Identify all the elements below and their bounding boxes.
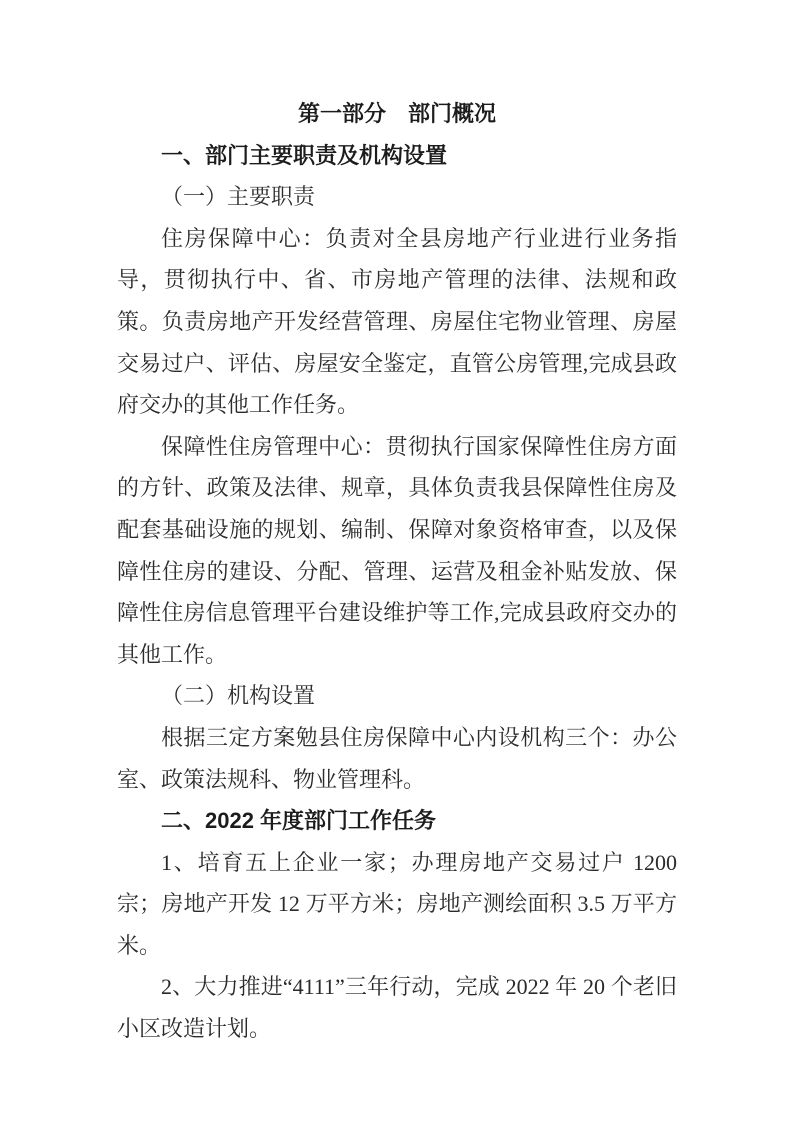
section-heading-2022-tasks: 二、2022 年度部门工作任务: [161, 808, 437, 834]
subsection-heading-organization-setup: （二）机构设置: [161, 683, 316, 709]
subsection-heading-main-duties: （一）主要职责: [161, 184, 316, 210]
document-title: 第一部分 部门概况: [297, 101, 496, 126]
paragraph-internal-organs: 根据三定方案勉县住房保障中心内设机构三个：办公室、政策法规科、物业管理科。: [117, 724, 677, 792]
paragraph-task-2: 2、大力推进“4111”三年行动，完成 2022 年 20 个老旧小区改造计划。: [117, 974, 677, 1042]
paragraph-task-1: 1、培育五上企业一家；办理房地产交易过户 1200 宗；房地产开发 12 万平方米；房地产测绘面积 3.5 万平方米。: [117, 849, 677, 958]
document-content: [117, 93, 677, 1050]
paragraph-affordable-housing-center: 保障性住房管理中心：贯彻执行国家保障性住房方面的方针、政策及法律、规章，具体负责我县保障性住房及配套基础设施的规划、编制、保障对象资格审查，以及保障性住房的建设、分配、管理、运营及租金补贴发放、保障性住房信息管理平台建设维护等工作,完成县政府交办的其他工作。: [117, 433, 677, 667]
section-heading-duties-and-structure: 一、部门主要职责及机构设置: [161, 142, 448, 168]
paragraph-housing-security-center: 住房保障中心：负责对全县房地产行业进行业务指导，贯彻执行中、省、市房地产管理的法律、法规和政策。负责房地产开发经营管理、房屋住宅物业管理、房屋交易过户、评估、房屋安全鉴定，直管公房管理,完成县政府交办的其他工作任务。: [117, 225, 677, 418]
